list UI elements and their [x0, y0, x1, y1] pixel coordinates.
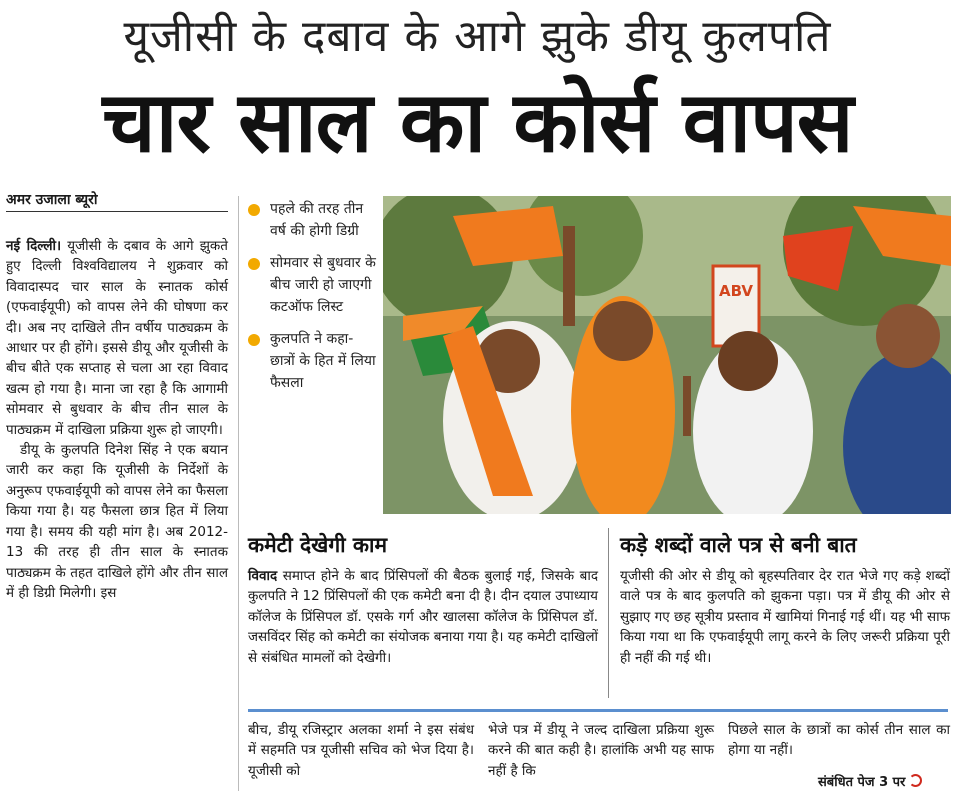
paragraph-1 [6, 236, 228, 440]
highlight-item [248, 198, 376, 242]
photo-students-celebrating [383, 196, 951, 514]
section-heading-committee: कमेटी देखेगी काम [248, 533, 388, 557]
bullet-icon [248, 334, 260, 346]
section-heading-letter: कड़े शब्दों वाले पत्र से बनी बात [620, 533, 857, 557]
lead-word: विवाद [248, 568, 278, 584]
continued-text: संबंधित पेज 3 पर [818, 775, 906, 790]
highlight-item [248, 252, 376, 318]
bullet-icon [248, 258, 260, 270]
highlight-text: सोमवार से बुधवार के बीच जारी हो जाएगी कटऑफ लिस्ट [270, 255, 376, 315]
section-committee-text: समाप्त होने के बाद प्रिंसिपलों की बैठक बुलाई गई, जिसके बाद कुलपति ने 12 प्रिंसिपलों की एक कमेटी बना दी है। दीन दयाल उपाध्याय कॉलेज के प्रिंसिपल डॉ. एसके गर्ग और खालसा कॉलेज के प्रिंसिपल डॉ. जसविंदर सिंह को कमेटी का संयोजक बनाया गया है। यह कमेटी दाखिलों से संबंधित मामलों को देखेगी। [248, 568, 598, 666]
dateline: नई दिल्ली। [6, 238, 62, 254]
highlight-text: कुलपति ने कहा- छात्रों के हित में लिया फैसला [270, 331, 376, 391]
section-divider [608, 528, 609, 698]
bottom-column-1: बीच, डीयू रजिस्ट्रार अलका शर्मा ने इस संबंध में सहमति पत्र यूजीसी सचिव को भेज दिया है। यूजीसी को [248, 722, 474, 779]
news-photo [383, 196, 951, 514]
highlight-text: पहले की तरह तीन वर्ष की होगी डिग्री [270, 201, 364, 239]
main-headline: चार साल का कोर्स वापस [102, 73, 853, 171]
paragraph-1-text: यूजीसी के दबाव के आगे झुकते हुए दिल्ली विश्वविद्यालय ने शुक्रवार को विवादास्पद चार साल के स्नातक कोर्स (एफवाईयूपी) को वापस लेने की घोषणा कर दी। अब नए दाखिले तीन वर्षीय पाठ्यक्रम के आधार पर ही होंगे। इससे डीयू और यूजीसी के बीच बीते एक सप्ताह से चला आ रहा विवाद खत्म हो गया है। माना जा रहा है कि आगामी सोमवार से बुधवार के बीच तीन साल के पाठ्यक्रम में दाखिला प्रक्रिया शुरू हो जाएगी। [6, 238, 228, 438]
paragraph-2: डीयू के कुलपति दिनेश सिंह ने एक बयान जारी कर कहा कि यूजीसी के निर्देशों के अनुरूप एफवाईयूपी को वापस लेने का फैसला किया गया है। यह फैसला छात्र हित में लिया गया है। समय की यही मांग है। अब 2012-13 की तरह ही तीन साल के स्नातक पाठ्यक्रम के तहत दाखिले होंगे और तीन साल में ही डिग्री मिलेगी। इस [6, 442, 228, 601]
bottom-column-3: पिछले साल के छात्रों का कोर्स तीन साल का होगा या नहीं। [728, 722, 950, 759]
bottom-column-2: भेजे पत्र में डीयू ने जल्द दाखिला प्रक्रिया शुरू करने की बात कही है। हालांकि अभी यह साफ नहीं है कि [488, 722, 714, 779]
highlights-list [248, 198, 376, 404]
section-committee-body [248, 566, 598, 668]
section-letter-body: यूजीसी की ओर से डीयू को बृहस्पतिवार देर रात भेजे गए कड़े शब्दों वाले पत्र के बाद कुलपति को झुकना पड़ा। पत्र में डीयू की ओर से सुझाए गए छह सूत्रीय प्रस्ताव में खामियां गिनाई गई थीं। यह भी साफ किया गया था कि एफवाईयूपी लागू करने के लिए जरूरी प्रक्रिया पूरी ही नहीं की गई थी। [620, 568, 950, 666]
highlight-item [248, 328, 376, 394]
bullet-icon [248, 204, 260, 216]
article-column-1 [6, 236, 228, 603]
byline: अमर उजाला ब्यूरो [6, 190, 228, 212]
continued-note [818, 772, 922, 790]
continue-arrow-icon [909, 774, 922, 787]
banner-text: ABV [718, 282, 754, 300]
column-divider [238, 196, 239, 791]
horizontal-rule [248, 709, 948, 712]
kicker-headline: यूजीसी के दबाव के आगे झुके डीयू कुलपति [123, 11, 832, 62]
